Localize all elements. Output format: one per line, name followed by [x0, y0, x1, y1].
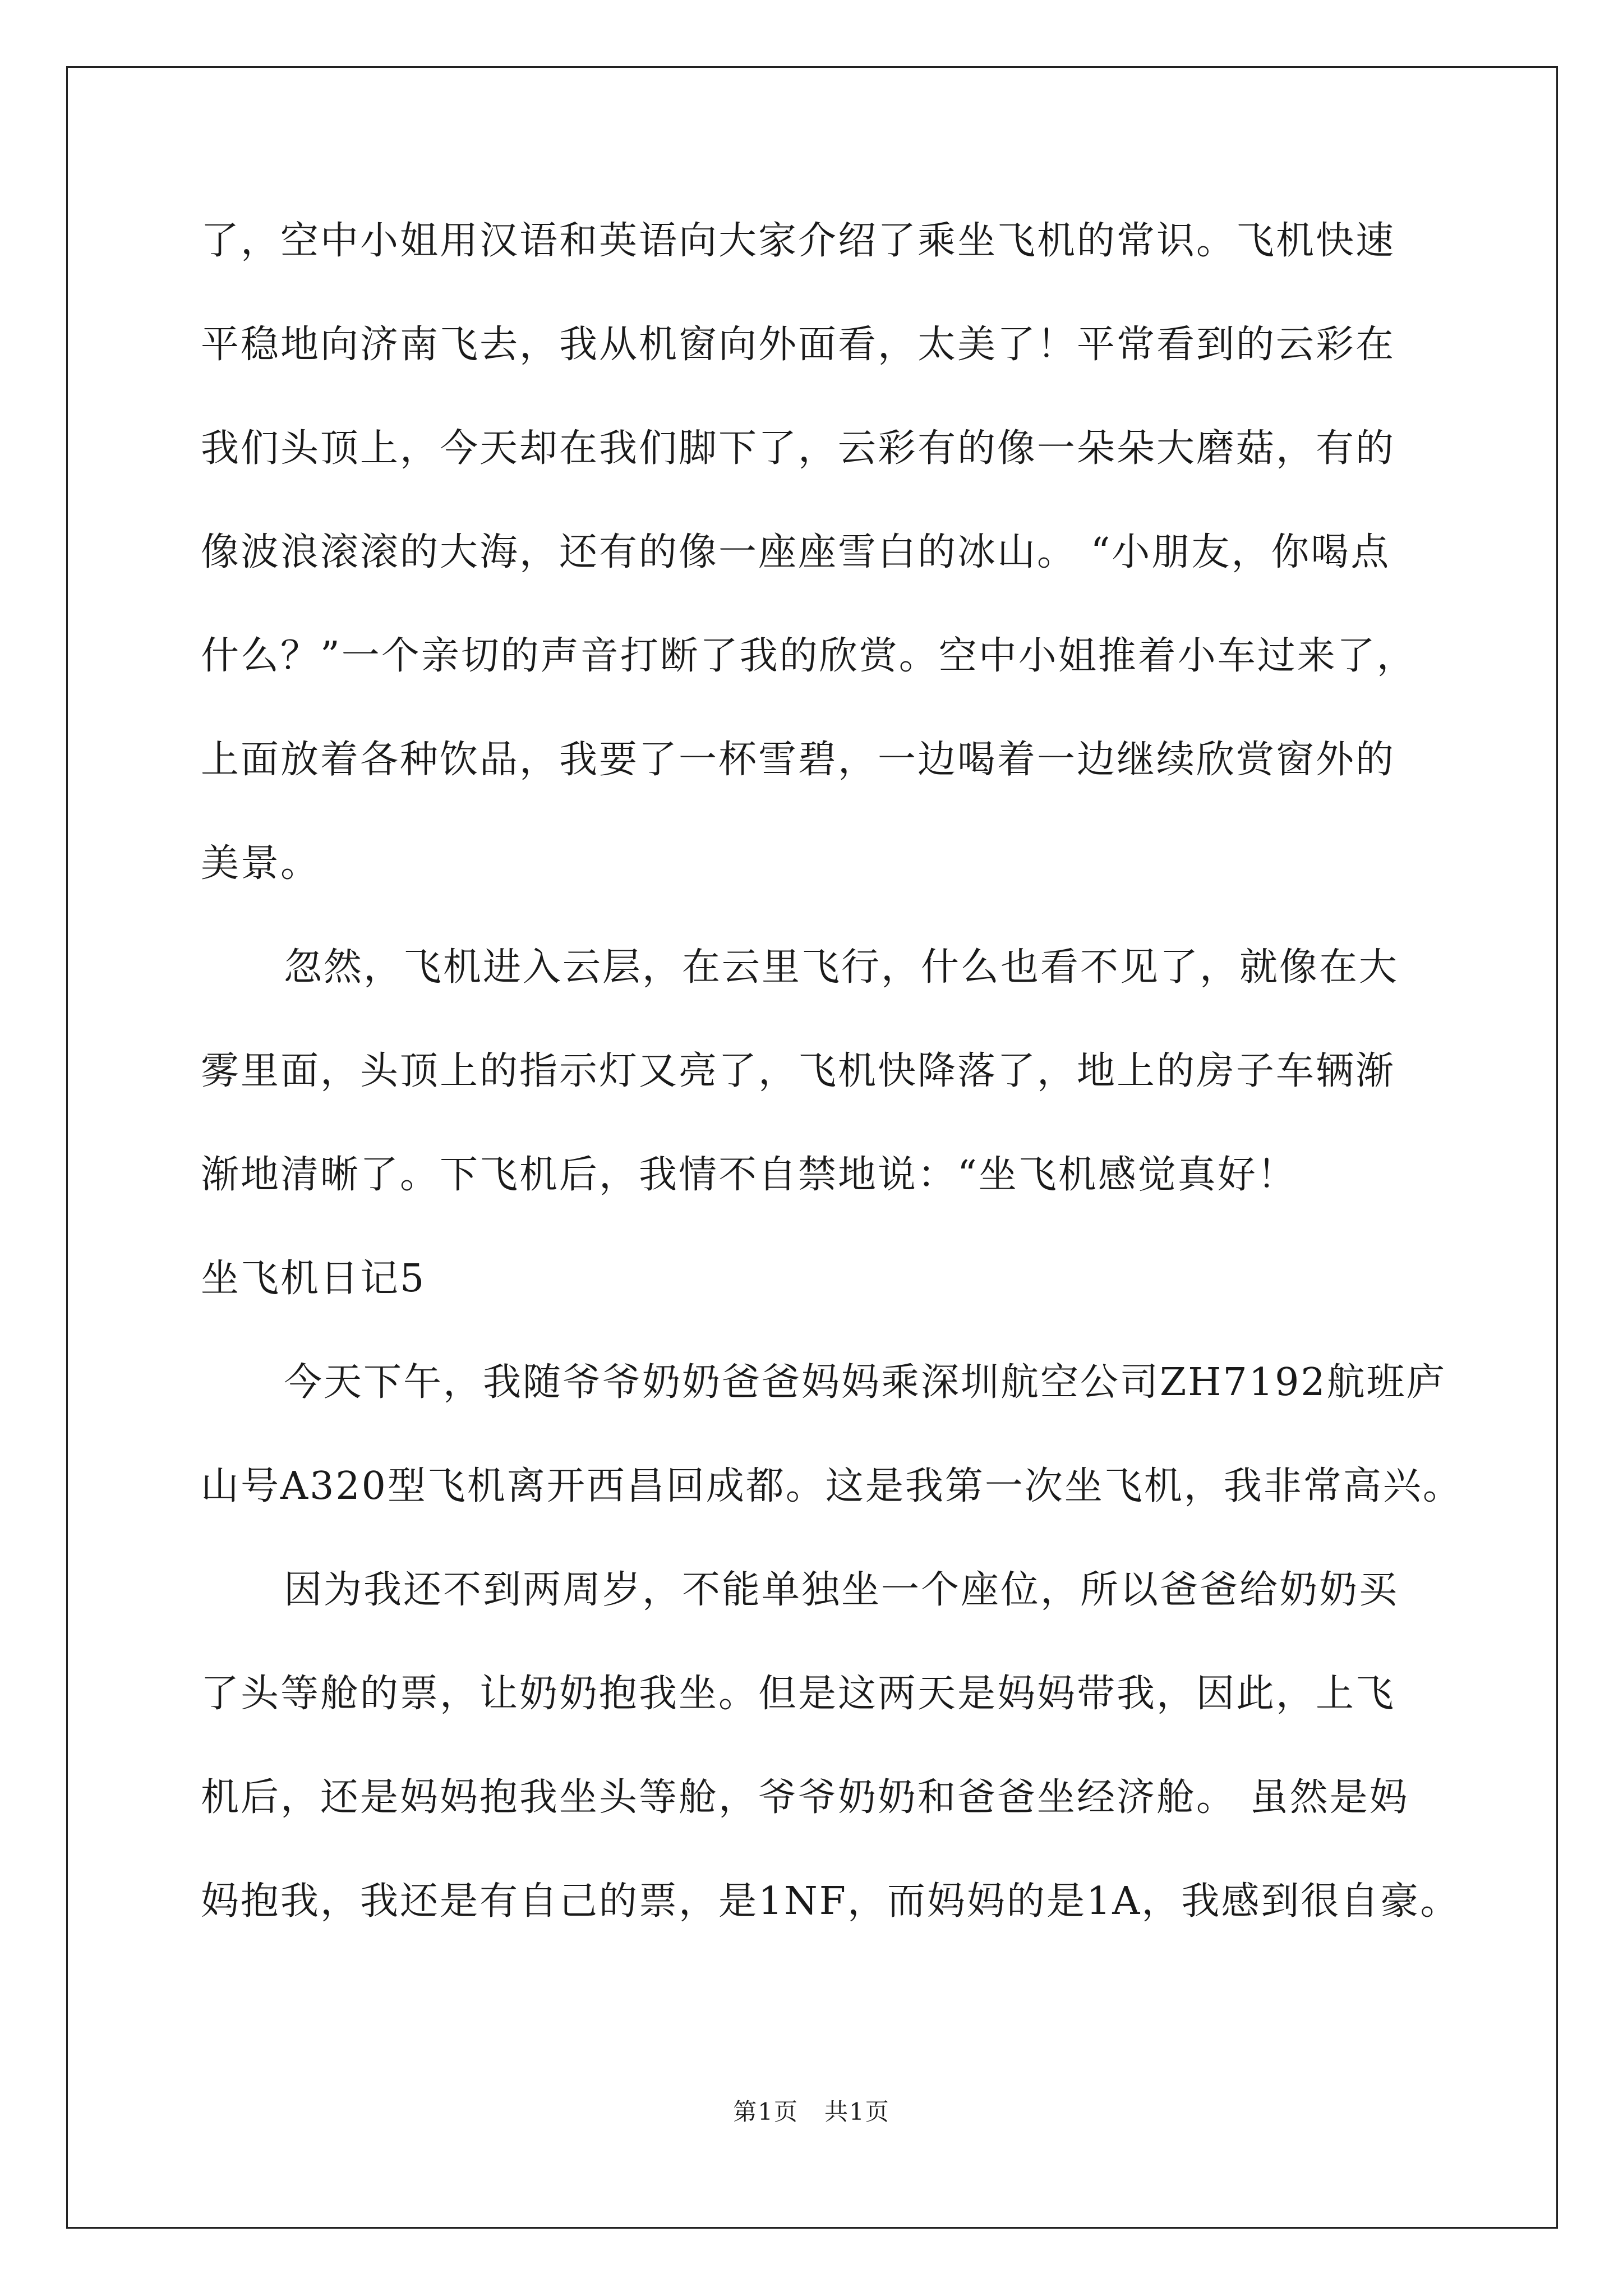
text-line: 上面放着各种饮品，我要了一杯雪碧，一边喝着一边继续欣赏窗外的: [201, 738, 1396, 782]
text-line: 像波浪滚滚的大海，还有的像一座座雪白的冰山。 “小朋友，你喝点: [201, 530, 1391, 574]
document-body: [201, 219, 1463, 1924]
text-line: 什么？”一个亲切的声音打断了我的欣赏。空中小姐推着小车过来了，: [201, 634, 1417, 678]
text-line: 忽然，飞机进入云层，在云里飞行，什么也看不见了，就像在大: [284, 945, 1399, 990]
text-line: 美景。: [201, 841, 321, 886]
page-number-total: 共1页: [824, 2098, 890, 2125]
text-line: 因为我还不到两周岁，不能单独坐一个座位，所以爸爸给奶奶买: [284, 1568, 1399, 1612]
page-number-current: 第1页: [733, 2098, 799, 2125]
text-line: 渐地清晰了。下飞机后，我情不自禁地说：“坐飞机感觉真好！: [201, 1153, 1297, 1197]
text-line: 山号A320型飞机离开西昌回成都。这是我第一次坐飞机，我非常高兴。: [201, 1464, 1463, 1508]
page-footer: [0, 2098, 1623, 2126]
text-line: 今天下午，我随爷爷奶奶爸爸妈妈乘深圳航空公司ZH7192航班庐: [284, 1360, 1446, 1405]
text-line: 了，空中小姐用汉语和英语向大家介绍了乘坐飞机的常识。飞机快速: [201, 219, 1396, 263]
text-line: 我们头顶上，今天却在我们脚下了，云彩有的像一朵朵大磨菇，有的: [201, 426, 1396, 471]
text-line: 雾里面，头顶上的指示灯又亮了，飞机快降落了，地上的房子车辆渐: [201, 1049, 1396, 1093]
text-line: 机后，还是妈妈抱我坐头等舱，爷爷奶奶和爸爸坐经济舱。 虽然是妈: [201, 1775, 1409, 1820]
text-line: 妈抱我，我还是有自己的票，是1NF，而妈妈的是1A，我感到很自豪。: [201, 1879, 1460, 1924]
text-line: 平稳地向济南飞去，我从机窗向外面看，太美了！平常看到的云彩在: [201, 323, 1396, 367]
text-line: 了头等舱的票，让奶奶抱我坐。但是这两天是妈妈带我，因此，上飞: [201, 1672, 1396, 1716]
section-heading: 坐飞机日记5: [201, 1257, 426, 1301]
